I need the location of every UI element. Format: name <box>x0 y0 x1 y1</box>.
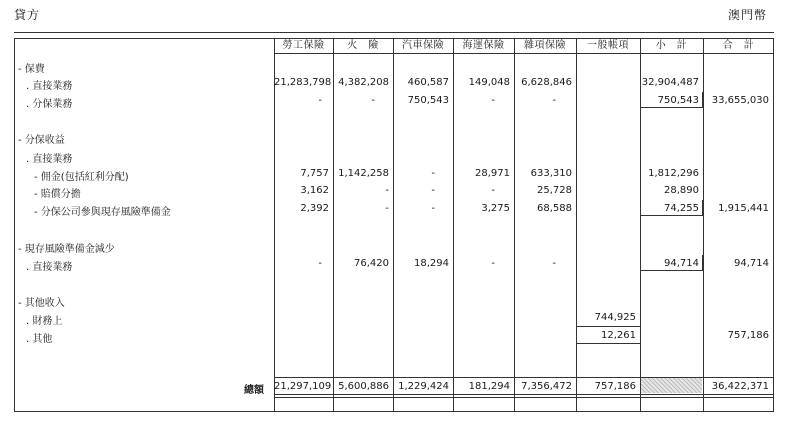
total-label: 總額 <box>244 385 264 396</box>
cell-value: 750,543 <box>407 95 449 106</box>
total-value: 36,422,371 <box>711 381 769 392</box>
total-double-rule <box>274 397 774 398</box>
cell-value: 28,971 <box>475 168 510 179</box>
cell-value: - <box>431 185 435 196</box>
row-label-direct: . 直接業務 <box>26 81 73 92</box>
total-value: 181,294 <box>468 381 510 392</box>
cell-value: 76,420 <box>354 258 389 269</box>
column-header-subtotal: 小 計 <box>640 38 703 54</box>
cell-value: - <box>491 185 495 196</box>
column-header-misc: 雜項保險 <box>514 38 576 54</box>
cell-value: - <box>491 258 495 269</box>
column-header-labor: 勞工保險 <box>274 38 333 54</box>
cell-value: 21,283,798 <box>274 77 332 88</box>
total-value: 7,356,472 <box>521 381 572 392</box>
cell-value: 1,915,441 <box>718 203 769 214</box>
section-label-premium: - 保費 <box>18 64 45 75</box>
cell-value: 1,142,258 <box>338 168 389 179</box>
row-label-financial: . 財務上 <box>26 316 63 327</box>
cell-value: 744,925 <box>594 312 636 323</box>
cell-value: - <box>385 185 389 196</box>
cell-value: 25,728 <box>537 185 572 196</box>
cell-value: - <box>431 168 435 179</box>
cell-value: - <box>552 95 556 106</box>
column-header-total: 合 計 <box>703 38 774 54</box>
cell-value: - <box>552 258 556 269</box>
cell-value: 28,890 <box>664 185 699 196</box>
column-header-fire: 火 險 <box>333 38 393 54</box>
column-header-marine: 海運保險 <box>453 38 514 54</box>
subtotal-box <box>640 200 703 216</box>
cell-value: 6,628,846 <box>521 77 572 88</box>
row-label-direct: . 直接業務 <box>26 262 73 273</box>
cell-value: - <box>371 95 375 106</box>
subtotal-box <box>640 255 703 271</box>
column-divider <box>576 38 577 412</box>
cell-value: - <box>385 203 389 214</box>
cell-value: 2,392 <box>300 203 329 214</box>
underline <box>576 326 640 327</box>
cell-value: - <box>431 203 435 214</box>
cell-value: 3,275 <box>481 203 510 214</box>
cell-value: 7,757 <box>300 168 329 179</box>
cell-value: 4,382,208 <box>338 77 389 88</box>
section-label-reins-income: - 分保收益 <box>18 135 65 146</box>
cell-value: 750,543 <box>657 95 699 106</box>
row-label-other: . 其他 <box>26 334 53 345</box>
cell-value: 12,261 <box>601 330 636 341</box>
subtotal-box <box>640 92 703 108</box>
column-header-general: 一般帳項 <box>576 38 640 54</box>
row-label-direct: . 直接業務 <box>26 154 73 165</box>
total-value: 21,297,109 <box>274 381 332 392</box>
cell-value: 460,587 <box>407 77 449 88</box>
header-left-label: 貸方 <box>14 8 41 22</box>
total-value: 1,229,424 <box>398 381 449 392</box>
top-rule <box>14 32 774 33</box>
cell-value: 94,714 <box>664 258 699 269</box>
cell-value: 32,904,487 <box>641 77 699 88</box>
total-bottom-rule <box>274 394 774 395</box>
cell-value: 18,294 <box>414 258 449 269</box>
cell-value: 74,255 <box>664 203 699 214</box>
cell-value: - <box>491 95 495 106</box>
cell-value: 68,588 <box>537 203 572 214</box>
cell-value: 33,655,030 <box>711 95 769 106</box>
total-value: 757,186 <box>594 381 636 392</box>
cell-value: - <box>318 258 322 269</box>
cell-value: 149,048 <box>468 77 510 88</box>
cell-value: 757,186 <box>727 330 769 341</box>
section-label-other-income: - 其他收入 <box>18 298 65 309</box>
row-label-commission: - 佣金(包括紅利分配) <box>34 172 129 183</box>
cell-value: 3,162 <box>300 185 329 196</box>
cell-value: - <box>318 95 322 106</box>
cell-value: 633,310 <box>530 168 572 179</box>
cell-value: 1,812,296 <box>648 168 699 179</box>
total-value: 5,600,886 <box>338 381 389 392</box>
row-label-claims: - 賠償分擔 <box>34 189 81 200</box>
row-label-reinsurance: . 分保業務 <box>26 99 73 110</box>
shaded-cell <box>641 378 702 393</box>
row-label-reserve-share: - 分保公司參與現存風險準備金 <box>34 207 171 218</box>
cell-value: 94,714 <box>734 258 769 269</box>
section-label-reserve-decrease: - 現存風險準備金減少 <box>18 244 115 255</box>
column-header-motor: 汽車保險 <box>393 38 453 54</box>
currency-label: 澳門幣 <box>727 8 767 22</box>
underline <box>576 343 640 344</box>
